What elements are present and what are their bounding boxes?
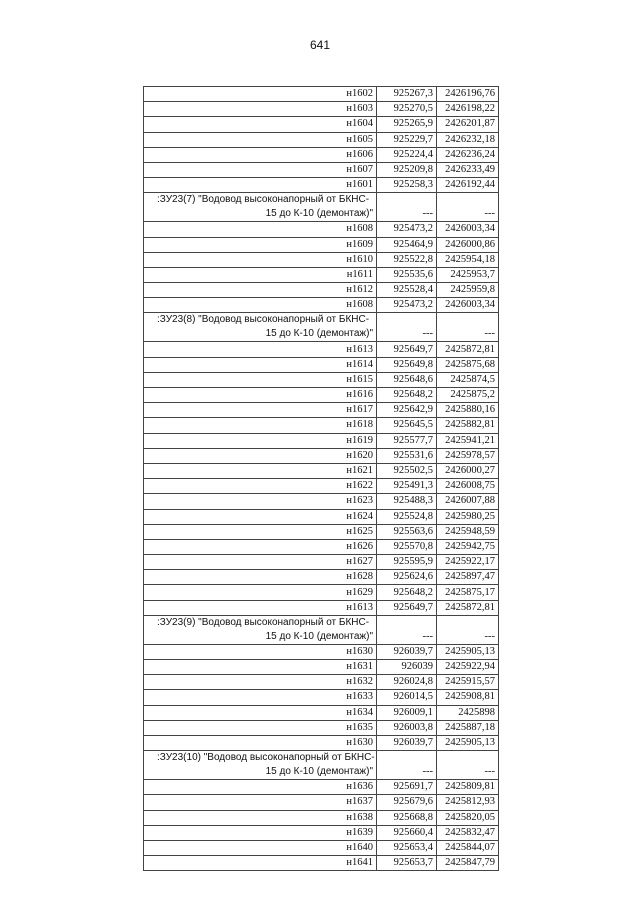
- point-id-cell: н1620: [144, 448, 377, 463]
- point-id-cell: н1610: [144, 252, 377, 267]
- point-id-cell: н1622: [144, 479, 377, 494]
- table-row: [144, 252, 499, 267]
- y-coordinate-cell: 2425948,59: [437, 524, 499, 539]
- table-row: [144, 298, 499, 313]
- table-row: [144, 509, 499, 524]
- x-coordinate-cell: 925563,6: [377, 524, 437, 539]
- table-row: [144, 494, 499, 509]
- section-title-line1: :ЗУ23(10) "Водовод высоконапорный от БКНС-: [157, 752, 375, 764]
- table-row: [144, 418, 499, 433]
- x-coordinate-cell: 925691,7: [377, 780, 437, 795]
- y-coordinate-cell: 2425882,81: [437, 418, 499, 433]
- section-title-line1: :ЗУ23(9) "Водовод высоконапорный от БКНС-: [157, 616, 370, 628]
- x-coordinate-cell: 926003,8: [377, 720, 437, 735]
- section-y-placeholder: ---: [437, 751, 499, 780]
- section-title-line2: 15 до К-10 (демонтаж)": [265, 328, 373, 340]
- y-coordinate-cell: 2425905,13: [437, 735, 499, 750]
- x-coordinate-cell: 925648,2: [377, 585, 437, 600]
- point-id-cell: н1606: [144, 147, 377, 162]
- y-coordinate-cell: 2425922,94: [437, 660, 499, 675]
- table-row: [144, 132, 499, 147]
- y-coordinate-cell: 2425942,75: [437, 539, 499, 554]
- point-id-cell: н1631: [144, 660, 377, 675]
- table-row: [144, 372, 499, 387]
- table-row: [144, 720, 499, 735]
- table-row: [144, 675, 499, 690]
- section-x-placeholder: ---: [377, 751, 437, 780]
- x-coordinate-cell: 925645,5: [377, 418, 437, 433]
- x-coordinate-cell: 925642,9: [377, 403, 437, 418]
- table-row: [144, 357, 499, 372]
- x-coordinate-cell: 925660,4: [377, 825, 437, 840]
- y-coordinate-cell: 2425875,68: [437, 357, 499, 372]
- section-x-placeholder: ---: [377, 615, 437, 644]
- table-row: [144, 102, 499, 117]
- y-coordinate-cell: 2426000,86: [437, 237, 499, 252]
- point-id-cell: н1607: [144, 162, 377, 177]
- y-coordinate-cell: 2426198,22: [437, 102, 499, 117]
- table-row: [144, 117, 499, 132]
- x-coordinate-cell: 925595,9: [377, 555, 437, 570]
- coordinates-table: [143, 86, 499, 871]
- section-header-row: [144, 751, 499, 780]
- table-row: [144, 600, 499, 615]
- table-row: [144, 840, 499, 855]
- section-title-line2: 15 до К-10 (демонтаж)": [265, 208, 373, 220]
- point-id-cell: н1604: [144, 117, 377, 132]
- x-coordinate-cell: 925653,4: [377, 840, 437, 855]
- y-coordinate-cell: 2426008,75: [437, 479, 499, 494]
- section-title: [144, 193, 377, 222]
- section-title-line1: :ЗУ23(7) "Водовод высоконапорный от БКНС-: [157, 194, 370, 206]
- point-id-cell: н1632: [144, 675, 377, 690]
- x-coordinate-cell: 925502,5: [377, 463, 437, 478]
- point-id-cell: н1616: [144, 388, 377, 403]
- point-id-cell: н1602: [144, 87, 377, 102]
- y-coordinate-cell: 2425898: [437, 705, 499, 720]
- section-title: [144, 751, 377, 780]
- y-coordinate-cell: 2425980,25: [437, 509, 499, 524]
- point-id-cell: н1639: [144, 825, 377, 840]
- table-row: [144, 448, 499, 463]
- y-coordinate-cell: 2425905,13: [437, 644, 499, 659]
- x-coordinate-cell: 925668,8: [377, 810, 437, 825]
- table-row: [144, 342, 499, 357]
- table-row: [144, 433, 499, 448]
- table-row: [144, 644, 499, 659]
- table-row: [144, 162, 499, 177]
- table-row: [144, 825, 499, 840]
- x-coordinate-cell: 925473,2: [377, 298, 437, 313]
- y-coordinate-cell: 2426232,18: [437, 132, 499, 147]
- table-row: [144, 87, 499, 102]
- y-coordinate-cell: 2426007,88: [437, 494, 499, 509]
- table-row: [144, 856, 499, 871]
- y-coordinate-cell: 2425872,81: [437, 342, 499, 357]
- x-coordinate-cell: 925528,4: [377, 283, 437, 298]
- table-row: [144, 660, 499, 675]
- x-coordinate-cell: 925270,5: [377, 102, 437, 117]
- y-coordinate-cell: 2426201,87: [437, 117, 499, 132]
- table-row: [144, 267, 499, 282]
- point-id-cell: н1603: [144, 102, 377, 117]
- section-title-line2: 15 до К-10 (демонтаж)": [265, 630, 373, 642]
- y-coordinate-cell: 2425809,81: [437, 780, 499, 795]
- table-row: [144, 780, 499, 795]
- y-coordinate-cell: 2425875,17: [437, 585, 499, 600]
- section-y-placeholder: ---: [437, 615, 499, 644]
- x-coordinate-cell: 925649,7: [377, 342, 437, 357]
- y-coordinate-cell: 2426196,76: [437, 87, 499, 102]
- section-y-placeholder: ---: [437, 193, 499, 222]
- table-row: [144, 403, 499, 418]
- x-coordinate-cell: 925488,3: [377, 494, 437, 509]
- x-coordinate-cell: 925491,3: [377, 479, 437, 494]
- point-id-cell: н1640: [144, 840, 377, 855]
- x-coordinate-cell: 925648,6: [377, 372, 437, 387]
- table-row: [144, 690, 499, 705]
- x-coordinate-cell: 926039: [377, 660, 437, 675]
- section-title-line2: 15 до К-10 (демонтаж)": [265, 766, 373, 778]
- x-coordinate-cell: 925209,8: [377, 162, 437, 177]
- table-row: [144, 539, 499, 554]
- y-coordinate-cell: 2425908,81: [437, 690, 499, 705]
- y-coordinate-cell: 2426003,34: [437, 222, 499, 237]
- point-id-cell: н1628: [144, 570, 377, 585]
- y-coordinate-cell: 2425875,2: [437, 388, 499, 403]
- table-row: [144, 463, 499, 478]
- x-coordinate-cell: 926039,7: [377, 644, 437, 659]
- y-coordinate-cell: 2425915,57: [437, 675, 499, 690]
- point-id-cell: н1636: [144, 780, 377, 795]
- table-row: [144, 388, 499, 403]
- point-id-cell: н1615: [144, 372, 377, 387]
- point-id-cell: н1630: [144, 735, 377, 750]
- coordinates-table-body: [144, 87, 499, 871]
- point-id-cell: н1613: [144, 342, 377, 357]
- point-id-cell: н1627: [144, 555, 377, 570]
- section-x-placeholder: ---: [377, 193, 437, 222]
- point-id-cell: н1638: [144, 810, 377, 825]
- x-coordinate-cell: 925649,7: [377, 600, 437, 615]
- point-id-cell: н1633: [144, 690, 377, 705]
- table-row: [144, 735, 499, 750]
- point-id-cell: н1630: [144, 644, 377, 659]
- section-title-line1: :ЗУ23(8) "Водовод высоконапорный от БКНС-: [157, 314, 370, 326]
- table-row: [144, 237, 499, 252]
- point-id-cell: н1641: [144, 856, 377, 871]
- y-coordinate-cell: 2425954,18: [437, 252, 499, 267]
- page-number: 641: [309, 38, 331, 52]
- y-coordinate-cell: 2425832,47: [437, 825, 499, 840]
- x-coordinate-cell: 925258,3: [377, 178, 437, 193]
- table-row: [144, 555, 499, 570]
- x-coordinate-cell: 925679,6: [377, 795, 437, 810]
- point-id-cell: н1634: [144, 705, 377, 720]
- x-coordinate-cell: 926014,5: [377, 690, 437, 705]
- x-coordinate-cell: 925531,6: [377, 448, 437, 463]
- point-id-cell: н1611: [144, 267, 377, 282]
- x-coordinate-cell: 925649,8: [377, 357, 437, 372]
- x-coordinate-cell: 925570,8: [377, 539, 437, 554]
- point-id-cell: н1629: [144, 585, 377, 600]
- x-coordinate-cell: 925524,8: [377, 509, 437, 524]
- y-coordinate-cell: 2425941,21: [437, 433, 499, 448]
- point-id-cell: н1637: [144, 795, 377, 810]
- point-id-cell: н1608: [144, 298, 377, 313]
- y-coordinate-cell: 2425922,17: [437, 555, 499, 570]
- point-id-cell: н1614: [144, 357, 377, 372]
- x-coordinate-cell: 925624,6: [377, 570, 437, 585]
- point-id-cell: н1619: [144, 433, 377, 448]
- point-id-cell: н1601: [144, 178, 377, 193]
- section-title: [144, 615, 377, 644]
- section-header-row: [144, 193, 499, 222]
- x-coordinate-cell: 925464,9: [377, 237, 437, 252]
- point-id-cell: н1625: [144, 524, 377, 539]
- point-id-cell: н1621: [144, 463, 377, 478]
- point-id-cell: н1624: [144, 509, 377, 524]
- x-coordinate-cell: 925229,7: [377, 132, 437, 147]
- x-coordinate-cell: 925522,8: [377, 252, 437, 267]
- table-row: [144, 524, 499, 539]
- point-id-cell: н1609: [144, 237, 377, 252]
- y-coordinate-cell: 2425880,16: [437, 403, 499, 418]
- y-coordinate-cell: 2425887,18: [437, 720, 499, 735]
- y-coordinate-cell: 2425897,47: [437, 570, 499, 585]
- table-row: [144, 222, 499, 237]
- y-coordinate-cell: 2425978,57: [437, 448, 499, 463]
- table-row: [144, 283, 499, 298]
- x-coordinate-cell: 925267,3: [377, 87, 437, 102]
- y-coordinate-cell: 2425847,79: [437, 856, 499, 871]
- y-coordinate-cell: 2426000,27: [437, 463, 499, 478]
- section-header-row: [144, 615, 499, 644]
- table-row: [144, 147, 499, 162]
- point-id-cell: н1617: [144, 403, 377, 418]
- point-id-cell: н1618: [144, 418, 377, 433]
- table-row: [144, 479, 499, 494]
- y-coordinate-cell: 2425959,8: [437, 283, 499, 298]
- x-coordinate-cell: 926039,7: [377, 735, 437, 750]
- x-coordinate-cell: 925473,2: [377, 222, 437, 237]
- y-coordinate-cell: 2426003,34: [437, 298, 499, 313]
- x-coordinate-cell: 926024,8: [377, 675, 437, 690]
- section-header-row: [144, 313, 499, 342]
- point-id-cell: н1613: [144, 600, 377, 615]
- section-title: [144, 313, 377, 342]
- y-coordinate-cell: 2425872,81: [437, 600, 499, 615]
- table-row: [144, 178, 499, 193]
- point-id-cell: н1612: [144, 283, 377, 298]
- point-id-cell: н1626: [144, 539, 377, 554]
- point-id-cell: н1623: [144, 494, 377, 509]
- point-id-cell: н1635: [144, 720, 377, 735]
- section-y-placeholder: ---: [437, 313, 499, 342]
- table-row: [144, 810, 499, 825]
- y-coordinate-cell: 2425820,05: [437, 810, 499, 825]
- x-coordinate-cell: 925224,4: [377, 147, 437, 162]
- y-coordinate-cell: 2426192,44: [437, 178, 499, 193]
- table-row: [144, 570, 499, 585]
- table-row: [144, 705, 499, 720]
- y-coordinate-cell: 2426233,49: [437, 162, 499, 177]
- y-coordinate-cell: 2425874,5: [437, 372, 499, 387]
- x-coordinate-cell: 925265,9: [377, 117, 437, 132]
- x-coordinate-cell: 926009,1: [377, 705, 437, 720]
- x-coordinate-cell: 925577,7: [377, 433, 437, 448]
- y-coordinate-cell: 2425953,7: [437, 267, 499, 282]
- y-coordinate-cell: 2426236,24: [437, 147, 499, 162]
- x-coordinate-cell: 925648,2: [377, 388, 437, 403]
- table-row: [144, 585, 499, 600]
- x-coordinate-cell: 925653,7: [377, 856, 437, 871]
- point-id-cell: н1608: [144, 222, 377, 237]
- point-id-cell: н1605: [144, 132, 377, 147]
- table-row: [144, 795, 499, 810]
- y-coordinate-cell: 2425812,93: [437, 795, 499, 810]
- section-x-placeholder: ---: [377, 313, 437, 342]
- y-coordinate-cell: 2425844,07: [437, 840, 499, 855]
- x-coordinate-cell: 925535,6: [377, 267, 437, 282]
